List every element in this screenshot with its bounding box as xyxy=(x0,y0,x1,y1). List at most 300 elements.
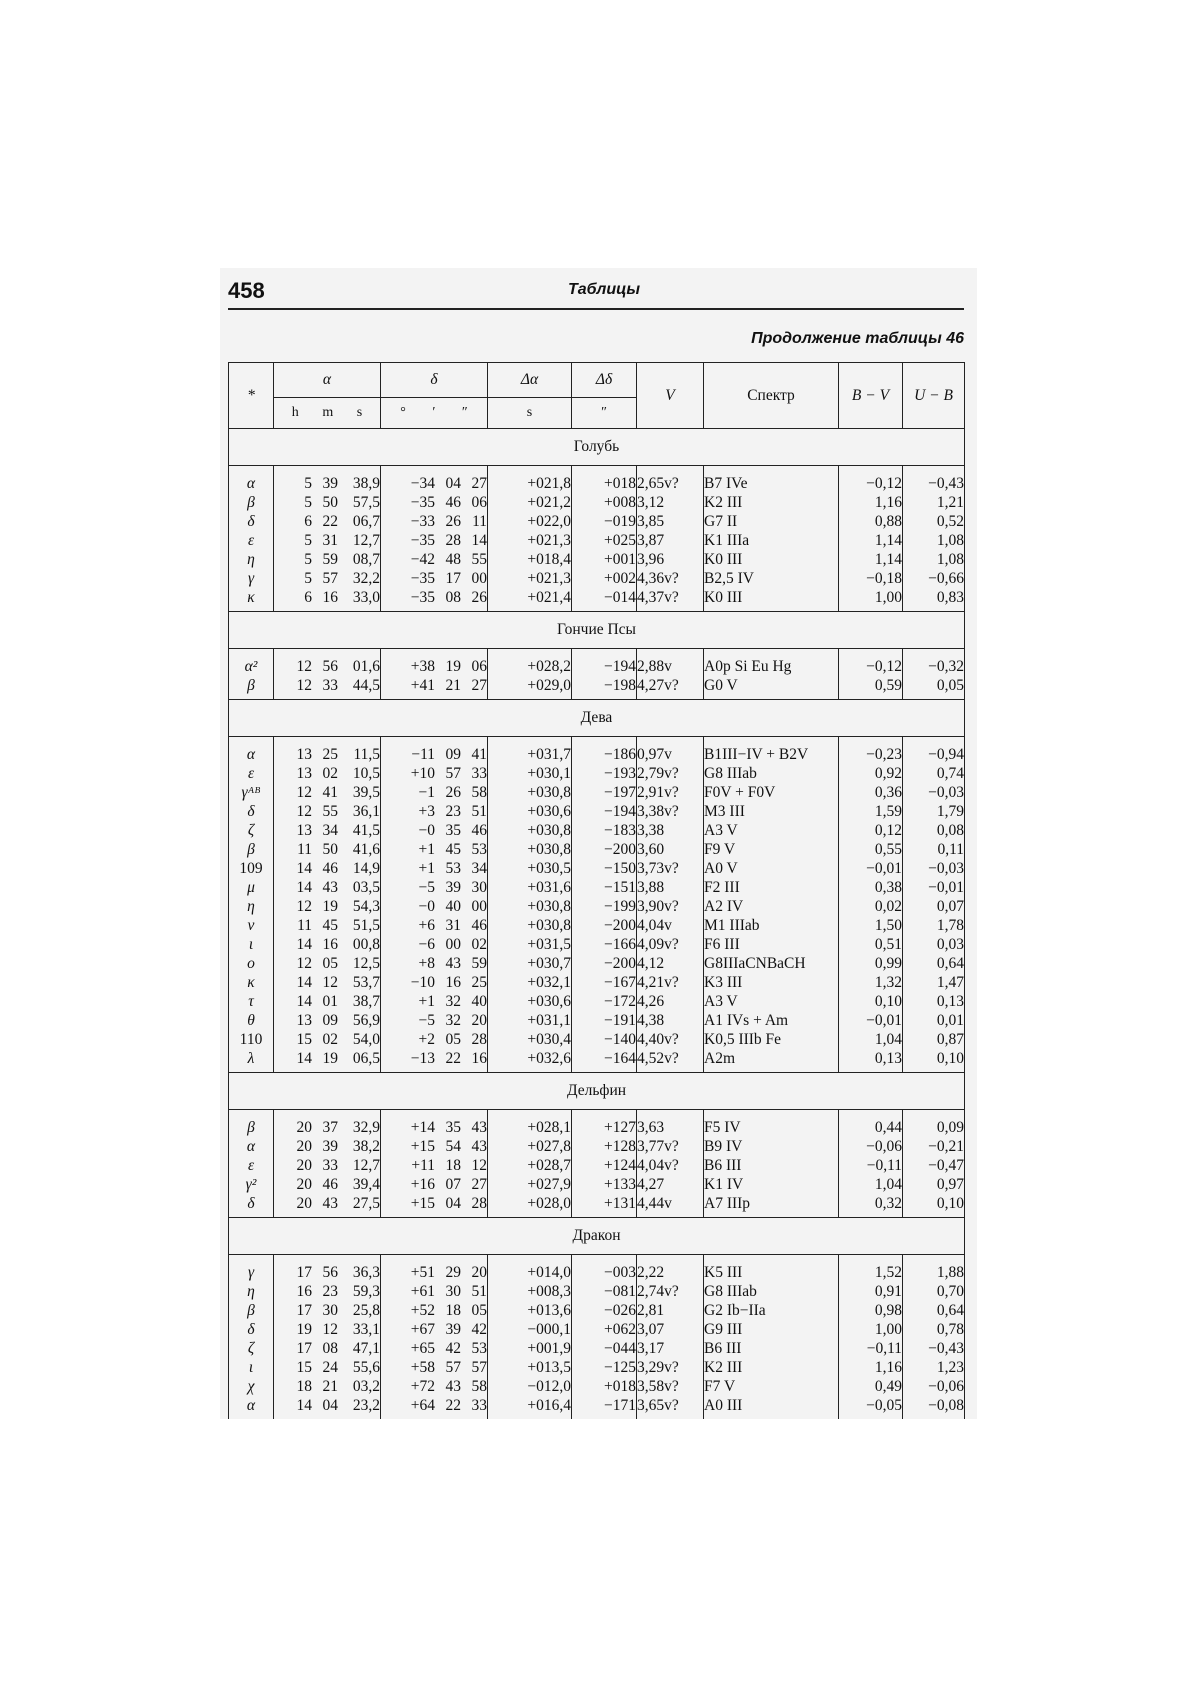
delta-alpha: +031,7 xyxy=(488,737,572,765)
dec-degrees: −35 xyxy=(410,532,435,549)
dec-arcsec: 51 xyxy=(471,1283,487,1300)
dec-arcmin: 42 xyxy=(445,1340,461,1357)
dec-arcmin: 22 xyxy=(445,1050,461,1067)
declination xyxy=(381,588,488,612)
star-designation: δ xyxy=(229,1320,274,1339)
header-alpha: α xyxy=(274,363,381,398)
delta-alpha: +030,1 xyxy=(488,764,572,783)
dec-degrees: −0 xyxy=(418,822,435,839)
dec-degrees: +67 xyxy=(410,1321,435,1338)
delta-delta: −140 xyxy=(572,1030,637,1049)
star-designation: χ xyxy=(229,1377,274,1396)
ra-minutes: 39 xyxy=(322,475,338,492)
constellation-header xyxy=(229,1073,965,1110)
header-ddelta: Δδ xyxy=(572,363,637,398)
magnitude-v: 3,29v? xyxy=(637,1358,704,1377)
star-rows xyxy=(229,1110,965,1218)
color-u-b: −0,08 xyxy=(903,1396,965,1419)
ra-seconds: 36,3 xyxy=(352,1264,380,1281)
star-designation: β xyxy=(229,840,274,859)
delta-alpha: +032,1 xyxy=(488,973,572,992)
ra-hours: 17 xyxy=(296,1302,312,1319)
dec-degrees: +52 xyxy=(410,1302,435,1319)
delta-delta: −125 xyxy=(572,1358,637,1377)
delta-delta: +124 xyxy=(572,1156,637,1175)
color-u-b: 0,13 xyxy=(903,992,965,1011)
color-b-v: 0,38 xyxy=(839,878,903,897)
ra-hours: 18 xyxy=(296,1378,312,1395)
header-u-b: U − B xyxy=(903,363,965,429)
delta-delta: +018 xyxy=(572,1377,637,1396)
ra-seconds: 08,7 xyxy=(352,551,380,568)
dec-degrees: +3 xyxy=(418,803,435,820)
dec-degrees: −6 xyxy=(418,936,435,953)
color-u-b: 0,09 xyxy=(903,1110,965,1138)
table-row xyxy=(229,821,965,840)
star-designation: 110 xyxy=(229,1030,274,1049)
table-row xyxy=(229,493,965,512)
dec-degrees: +65 xyxy=(410,1340,435,1357)
color-u-b: 1,23 xyxy=(903,1358,965,1377)
star-catalog-table xyxy=(228,362,965,1419)
unit-hours: h xyxy=(291,405,299,420)
color-u-b: 0,64 xyxy=(903,1301,965,1320)
dec-arcmin: 26 xyxy=(445,513,461,530)
color-u-b: −0,47 xyxy=(903,1156,965,1175)
magnitude-v: 4,26 xyxy=(637,992,704,1011)
ra-minutes: 39 xyxy=(322,1138,338,1155)
ra-minutes: 19 xyxy=(322,1050,338,1067)
delta-alpha: +030,4 xyxy=(488,1030,572,1049)
right-ascension xyxy=(274,992,381,1011)
declination xyxy=(381,1030,488,1049)
dec-arcsec: 53 xyxy=(471,841,487,858)
dec-arcsec: 28 xyxy=(471,1195,487,1212)
spectral-class: K2 III xyxy=(704,493,839,512)
dec-degrees: −35 xyxy=(410,494,435,511)
delta-delta: −200 xyxy=(572,916,637,935)
spectral-class: K1 IV xyxy=(704,1175,839,1194)
header-v: V xyxy=(637,363,704,429)
table-row xyxy=(229,992,965,1011)
color-u-b: 0,78 xyxy=(903,1320,965,1339)
dec-arcmin: 26 xyxy=(445,784,461,801)
delta-delta: −183 xyxy=(572,821,637,840)
dec-arcmin: 17 xyxy=(445,570,461,587)
declination xyxy=(381,1255,488,1283)
magnitude-v: 0,97v xyxy=(637,737,704,765)
ra-seconds: 55,6 xyxy=(352,1359,380,1376)
dec-arcmin: 19 xyxy=(445,658,461,675)
header-alpha-units xyxy=(274,398,381,429)
ra-minutes: 02 xyxy=(322,1031,338,1048)
ra-minutes: 55 xyxy=(322,803,338,820)
dec-arcmin: 18 xyxy=(445,1157,461,1174)
spectral-class: A2 IV xyxy=(704,897,839,916)
ra-hours: 5 xyxy=(304,570,312,587)
color-b-v: 1,04 xyxy=(839,1030,903,1049)
ra-hours: 15 xyxy=(296,1031,312,1048)
ra-minutes: 41 xyxy=(322,784,338,801)
magnitude-v: 2,65v? xyxy=(637,466,704,494)
star-designation: κ xyxy=(229,588,274,612)
header-dalpha-unit: s xyxy=(488,398,572,429)
table-row xyxy=(229,588,965,612)
ra-hours: 5 xyxy=(304,532,312,549)
right-ascension xyxy=(274,1339,381,1358)
delta-delta: −191 xyxy=(572,1011,637,1030)
star-designation: τ xyxy=(229,992,274,1011)
declination xyxy=(381,954,488,973)
color-u-b: −0,03 xyxy=(903,783,965,802)
ra-minutes: 34 xyxy=(322,822,338,839)
dec-degrees: +1 xyxy=(418,860,435,877)
delta-delta: −172 xyxy=(572,992,637,1011)
color-b-v: −0,18 xyxy=(839,569,903,588)
color-u-b: 0,97 xyxy=(903,1175,965,1194)
delta-alpha: +030,8 xyxy=(488,821,572,840)
dec-degrees: −42 xyxy=(410,551,435,568)
ra-hours: 14 xyxy=(296,879,312,896)
ra-hours: 17 xyxy=(296,1340,312,1357)
delta-alpha: +021,4 xyxy=(488,588,572,612)
delta-alpha: +022,0 xyxy=(488,512,572,531)
spectral-class: B1III−IV + B2V xyxy=(704,737,839,765)
ra-seconds: 41,5 xyxy=(352,822,380,839)
declination xyxy=(381,649,488,677)
constellation-header xyxy=(229,700,965,737)
magnitude-v: 3,77v? xyxy=(637,1137,704,1156)
dec-arcsec: 43 xyxy=(471,1138,487,1155)
color-b-v: −0,01 xyxy=(839,1011,903,1030)
declination xyxy=(381,1301,488,1320)
ra-minutes: 16 xyxy=(322,936,338,953)
dec-arcsec: 16 xyxy=(471,1050,487,1067)
dec-degrees: +8 xyxy=(418,955,435,972)
spectral-class: F2 III xyxy=(704,878,839,897)
spectral-class: M3 III xyxy=(704,802,839,821)
dec-arcsec: 20 xyxy=(471,1264,487,1281)
right-ascension xyxy=(274,1049,381,1073)
right-ascension xyxy=(274,859,381,878)
table-row xyxy=(229,1137,965,1156)
spectral-class: F7 V xyxy=(704,1377,839,1396)
dec-arcsec: 46 xyxy=(471,917,487,934)
ra-minutes: 57 xyxy=(322,570,338,587)
unit-degrees: ° xyxy=(400,405,406,420)
ra-minutes: 04 xyxy=(322,1397,338,1414)
dec-arcmin: 04 xyxy=(445,1195,461,1212)
dec-arcmin: 31 xyxy=(445,917,461,934)
ra-hours: 12 xyxy=(296,658,312,675)
color-b-v: 1,16 xyxy=(839,493,903,512)
color-b-v: 0,59 xyxy=(839,676,903,700)
color-u-b: −0,01 xyxy=(903,878,965,897)
delta-alpha: +030,8 xyxy=(488,897,572,916)
spectral-class: G8IIIaCNBaCH xyxy=(704,954,839,973)
dec-arcsec: 05 xyxy=(471,1302,487,1319)
ra-seconds: 56,9 xyxy=(352,1012,380,1029)
magnitude-v: 3,73v? xyxy=(637,859,704,878)
dec-arcmin: 35 xyxy=(445,822,461,839)
table-row xyxy=(229,1282,965,1301)
magnitude-v: 3,85 xyxy=(637,512,704,531)
constellation-name: Гончие Псы xyxy=(229,612,965,649)
right-ascension xyxy=(274,1301,381,1320)
right-ascension xyxy=(274,550,381,569)
ra-hours: 20 xyxy=(296,1119,312,1136)
table-row xyxy=(229,1320,965,1339)
dec-degrees: +2 xyxy=(418,1031,435,1048)
spectral-class: F0V + F0V xyxy=(704,783,839,802)
delta-delta: −019 xyxy=(572,512,637,531)
ra-seconds: 59,3 xyxy=(352,1283,380,1300)
delta-alpha: +030,5 xyxy=(488,859,572,878)
delta-alpha: +031,5 xyxy=(488,935,572,954)
spectral-class: K1 IIIa xyxy=(704,531,839,550)
magnitude-v: 4,27v? xyxy=(637,676,704,700)
magnitude-v: 3,90v? xyxy=(637,897,704,916)
color-u-b: 0,10 xyxy=(903,1049,965,1073)
color-u-b: 1,78 xyxy=(903,916,965,935)
magnitude-v: 4,36v? xyxy=(637,569,704,588)
delta-delta: +127 xyxy=(572,1110,637,1138)
star-designation: γ² xyxy=(229,1175,274,1194)
right-ascension xyxy=(274,802,381,821)
color-b-v: 1,52 xyxy=(839,1255,903,1283)
ra-hours: 20 xyxy=(296,1157,312,1174)
dec-degrees: −0 xyxy=(418,898,435,915)
delta-delta: +025 xyxy=(572,531,637,550)
color-u-b: 1,88 xyxy=(903,1255,965,1283)
color-u-b: 0,08 xyxy=(903,821,965,840)
dec-arcsec: 12 xyxy=(471,1157,487,1174)
spectral-class: A3 V xyxy=(704,992,839,1011)
delta-alpha: +018,4 xyxy=(488,550,572,569)
right-ascension xyxy=(274,821,381,840)
star-designation: ι xyxy=(229,1358,274,1377)
spectral-class: A0p Si Eu Hg xyxy=(704,649,839,677)
declination xyxy=(381,992,488,1011)
star-designation: ε xyxy=(229,1156,274,1175)
dec-degrees: +10 xyxy=(410,765,435,782)
table-row xyxy=(229,1011,965,1030)
right-ascension xyxy=(274,840,381,859)
right-ascension xyxy=(274,1255,381,1283)
right-ascension xyxy=(274,878,381,897)
color-u-b: 0,03 xyxy=(903,935,965,954)
ra-minutes: 43 xyxy=(322,1195,338,1212)
magnitude-v: 2,81 xyxy=(637,1301,704,1320)
ra-minutes: 16 xyxy=(322,589,338,606)
delta-delta: −171 xyxy=(572,1396,637,1419)
dec-arcsec: 27 xyxy=(471,475,487,492)
color-u-b: 0,05 xyxy=(903,676,965,700)
ra-minutes: 45 xyxy=(322,917,338,934)
star-designation: ζ xyxy=(229,821,274,840)
ra-minutes: 21 xyxy=(322,1378,338,1395)
delta-alpha: +014,0 xyxy=(488,1255,572,1283)
magnitude-v: 4,38 xyxy=(637,1011,704,1030)
color-u-b: 1,08 xyxy=(903,531,965,550)
dec-arcmin: 32 xyxy=(445,993,461,1010)
color-u-b: 1,79 xyxy=(903,802,965,821)
color-u-b: −0,66 xyxy=(903,569,965,588)
right-ascension xyxy=(274,916,381,935)
constellation-name: Дева xyxy=(229,700,965,737)
magnitude-v: 4,37v? xyxy=(637,588,704,612)
color-u-b: 0,52 xyxy=(903,512,965,531)
spectral-class: K5 III xyxy=(704,1255,839,1283)
star-designation: ε xyxy=(229,764,274,783)
color-u-b: 1,21 xyxy=(903,493,965,512)
declination xyxy=(381,802,488,821)
spectral-class: M1 IIIab xyxy=(704,916,839,935)
ra-seconds: 06,5 xyxy=(352,1050,380,1067)
declination xyxy=(381,550,488,569)
ra-seconds: 33,1 xyxy=(352,1321,380,1338)
ra-seconds: 38,9 xyxy=(352,475,380,492)
declination xyxy=(381,531,488,550)
delta-delta: +018 xyxy=(572,466,637,494)
ra-seconds: 32,9 xyxy=(352,1119,380,1136)
right-ascension xyxy=(274,512,381,531)
declination xyxy=(381,764,488,783)
magnitude-v: 3,07 xyxy=(637,1320,704,1339)
table-row xyxy=(229,859,965,878)
color-b-v: −0,23 xyxy=(839,737,903,765)
magnitude-v: 3,88 xyxy=(637,878,704,897)
table-row xyxy=(229,1175,965,1194)
color-u-b: 0,83 xyxy=(903,588,965,612)
magnitude-v: 3,65v? xyxy=(637,1396,704,1419)
spectral-class: B7 IVe xyxy=(704,466,839,494)
ra-seconds: 44,5 xyxy=(352,677,380,694)
dec-arcmin: 09 xyxy=(445,746,461,763)
table-header xyxy=(229,363,965,429)
color-b-v: 0,51 xyxy=(839,935,903,954)
star-designation: γ xyxy=(229,1255,274,1283)
right-ascension xyxy=(274,954,381,973)
dec-arcmin: 53 xyxy=(445,860,461,877)
dec-arcmin: 54 xyxy=(445,1138,461,1155)
ra-hours: 14 xyxy=(296,936,312,953)
star-designation: κ xyxy=(229,973,274,992)
declination xyxy=(381,569,488,588)
header-delta: δ xyxy=(381,363,488,398)
dec-arcmin: 04 xyxy=(445,475,461,492)
ra-seconds: 33,0 xyxy=(352,589,380,606)
constellation-name: Дракон xyxy=(229,1218,965,1255)
dec-arcmin: 57 xyxy=(445,1359,461,1376)
table-row xyxy=(229,916,965,935)
star-designation: η xyxy=(229,550,274,569)
delta-delta: −014 xyxy=(572,588,637,612)
color-u-b: 0,64 xyxy=(903,954,965,973)
table-row xyxy=(229,649,965,677)
dec-arcsec: 27 xyxy=(471,1176,487,1193)
star-designation: ε xyxy=(229,531,274,550)
ra-minutes: 50 xyxy=(322,841,338,858)
right-ascension xyxy=(274,1396,381,1419)
magnitude-v: 3,63 xyxy=(637,1110,704,1138)
delta-delta: −003 xyxy=(572,1255,637,1283)
star-designation: δ xyxy=(229,802,274,821)
color-b-v: −0,12 xyxy=(839,466,903,494)
right-ascension xyxy=(274,1137,381,1156)
magnitude-v: 3,96 xyxy=(637,550,704,569)
delta-alpha: +008,3 xyxy=(488,1282,572,1301)
dec-arcsec: 33 xyxy=(471,765,487,782)
ra-hours: 14 xyxy=(296,993,312,1010)
delta-alpha: +021,3 xyxy=(488,531,572,550)
right-ascension xyxy=(274,1156,381,1175)
ra-seconds: 11,5 xyxy=(353,746,380,763)
star-rows xyxy=(229,1255,965,1420)
dec-arcmin: 43 xyxy=(445,955,461,972)
ra-hours: 20 xyxy=(296,1195,312,1212)
delta-delta: −194 xyxy=(572,649,637,677)
declination xyxy=(381,878,488,897)
dec-arcsec: 28 xyxy=(471,1031,487,1048)
star-designation: α² xyxy=(229,649,274,677)
ra-seconds: 03,5 xyxy=(352,879,380,896)
ra-hours: 12 xyxy=(296,955,312,972)
header-dalpha: Δα xyxy=(488,363,572,398)
table-row xyxy=(229,531,965,550)
spectral-class: G0 V xyxy=(704,676,839,700)
right-ascension xyxy=(274,783,381,802)
magnitude-v: 4,09v? xyxy=(637,935,704,954)
ra-hours: 13 xyxy=(296,1012,312,1029)
delta-alpha: +021,3 xyxy=(488,569,572,588)
color-b-v: 0,55 xyxy=(839,840,903,859)
ra-minutes: 59 xyxy=(322,551,338,568)
header-delta-units xyxy=(381,398,488,429)
color-b-v: 0,49 xyxy=(839,1377,903,1396)
star-designation: θ xyxy=(229,1011,274,1030)
delta-alpha: +028,7 xyxy=(488,1156,572,1175)
dec-arcsec: 26 xyxy=(471,589,487,606)
star-designation: β xyxy=(229,493,274,512)
ra-seconds: 51,5 xyxy=(352,917,380,934)
ra-minutes: 30 xyxy=(322,1302,338,1319)
dec-arcsec: 02 xyxy=(471,936,487,953)
ra-minutes: 12 xyxy=(322,974,338,991)
ra-seconds: 54,0 xyxy=(352,1031,380,1048)
dec-degrees: +15 xyxy=(410,1195,435,1212)
spectral-class: F5 IV xyxy=(704,1110,839,1138)
ra-hours: 20 xyxy=(296,1138,312,1155)
delta-delta: −199 xyxy=(572,897,637,916)
ra-minutes: 24 xyxy=(322,1359,338,1376)
delta-alpha: +030,8 xyxy=(488,840,572,859)
delta-delta: −200 xyxy=(572,954,637,973)
constellation-name: Голубь xyxy=(229,429,965,466)
table-row xyxy=(229,569,965,588)
ra-hours: 5 xyxy=(304,494,312,511)
declination xyxy=(381,1320,488,1339)
dec-degrees: +58 xyxy=(410,1359,435,1376)
dec-arcmin: 08 xyxy=(445,589,461,606)
ra-minutes: 37 xyxy=(322,1119,338,1136)
magnitude-v: 4,52v? xyxy=(637,1049,704,1073)
magnitude-v: 4,12 xyxy=(637,954,704,973)
ra-minutes: 02 xyxy=(322,765,338,782)
spectral-class: K0 III xyxy=(704,550,839,569)
color-u-b: 0,10 xyxy=(903,1194,965,1218)
right-ascension xyxy=(274,531,381,550)
